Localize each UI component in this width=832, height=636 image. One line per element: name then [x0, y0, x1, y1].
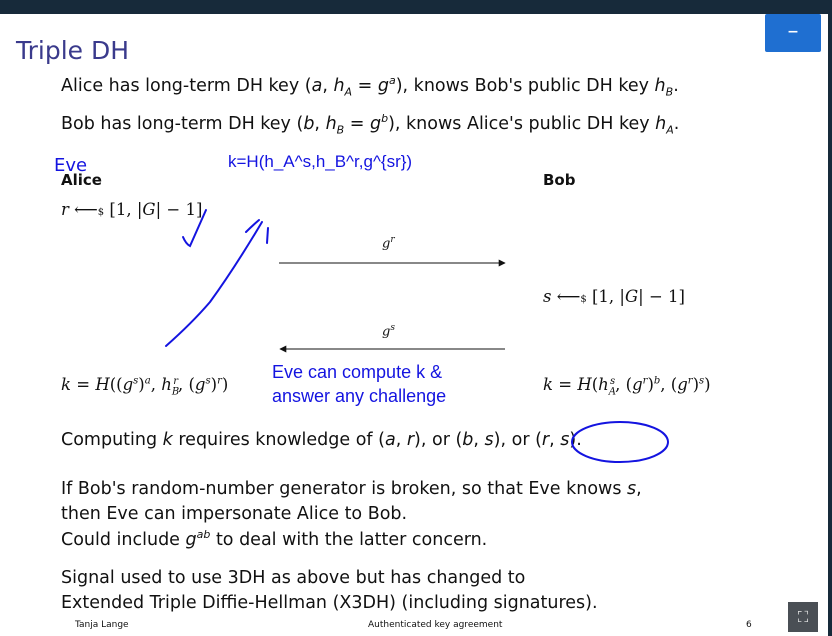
message-to-alice-label: $g^s$ [382, 323, 395, 340]
annotation-formula: k=H(h_A^s,h_B^r,g^{sr}) [228, 152, 413, 171]
fullscreen-icon: ⛶ [797, 608, 809, 626]
slide-title: Triple DH [16, 36, 130, 65]
signal-line-1: Signal used to use 3DH as above but has changed to [61, 568, 526, 588]
annotation-note-line-2: answer any challenge [272, 386, 447, 406]
intro-line-2: Bob has long-term DH key (b, $h_B = g^b$), knows Alice's public DH key $h_A$. [61, 112, 680, 137]
footer-title: Authenticated key agreement [368, 620, 503, 630]
paragraph-line-3: Could include $g^{ab}$ to deal with the latter concern. [61, 528, 488, 550]
alice-label: Alice [61, 171, 102, 189]
ink-vertical-tick [267, 228, 268, 243]
ink-circle [572, 422, 668, 462]
fullscreen-button[interactable] [788, 602, 818, 632]
footer-author: Tanja Lange [75, 620, 129, 630]
bob-label: Bob [543, 171, 576, 189]
footer-page-number: 6 [746, 620, 752, 630]
message-to-bob-label: $g^r$ [382, 235, 395, 252]
alice-key: $k = H((g^s)^a$, $h_B^r$, $(g^s)^r$) [61, 375, 229, 398]
computing-line: Computing k requires knowledge of (a, r), or (b, s), or (r, s). [61, 430, 582, 450]
bob-key: $k = H(h_A^s$, $(g^r)^b$, $(g^r)^s$) [543, 375, 711, 398]
signal-line-2: Extended Triple Diffie-Hellman (X3DH) (including signatures). [61, 593, 598, 613]
intro-line-1: Alice has long-term DH key (a, $h_A = g^a$), knows Bob's public DH key $h_B$. [61, 74, 679, 99]
minus-icon: – [787, 19, 799, 44]
alice-choice: r ⟵$ [1, |G| − 1] [61, 200, 203, 219]
paragraph-line-2: then Eve can impersonate Alice to Bob. [61, 504, 408, 524]
ink-check-mark [183, 210, 206, 246]
ink-long-stroke [166, 222, 262, 346]
paragraph-line-1: If Bob's random-number generator is broken, so that Eve knows s, [61, 479, 642, 499]
bob-choice: s ⟵$ [1, |G| − 1] [543, 287, 685, 306]
annotation-note-line-1: Eve can compute k & [272, 362, 443, 382]
annotation-eve: Eve [54, 155, 88, 176]
collapse-button[interactable] [765, 14, 821, 52]
